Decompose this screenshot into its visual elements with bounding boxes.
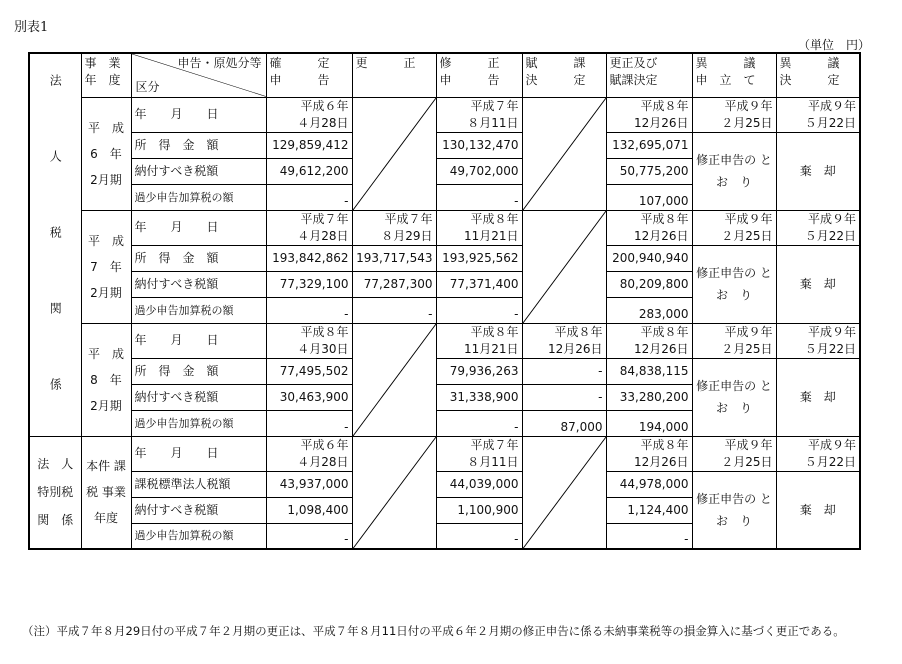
date-day: ２月25日 (721, 341, 773, 356)
period-4-col-5-penalty: - (606, 523, 692, 549)
period-3-col-3-tax: 31,338,900 (436, 384, 522, 410)
date-year: 平成８年 (640, 324, 689, 339)
period-3-decision: 棄 却 (776, 358, 860, 436)
section-special (29, 436, 81, 549)
period-4-col-3-date (436, 436, 522, 471)
period-4-label-penalty: 過少申告加算税の額 (131, 523, 266, 549)
period-4-col-3-penalty: - (436, 523, 522, 549)
period-2-col-1-penalty: - (266, 297, 352, 323)
period-1-label-date: 年 月 日 (131, 97, 266, 132)
date-year: 平成８年 (640, 437, 689, 452)
period-4-col-1-tax: 1,098,400 (266, 497, 352, 523)
period-3-col-3-penalty: - (436, 410, 522, 436)
date-year: 平成７年 (470, 98, 519, 113)
period-1-label-penalty: 過少申告加算税の額 (131, 184, 266, 210)
column-header-5 (606, 53, 692, 97)
column-header-1-line1: 確 定 (269, 56, 330, 70)
date-day: ４月30日 (297, 341, 349, 356)
date-year: 平成９年 (724, 437, 773, 452)
period-3-col-6-date (692, 323, 776, 358)
date-day: 11月21日 (463, 228, 519, 243)
period-3-col-5-income: 84,838,115 (606, 358, 692, 384)
fiscal-year-header-1: 事 業 (84, 56, 121, 70)
date-day: ２月25日 (721, 454, 773, 469)
period-1-col-6-date (692, 97, 776, 132)
section-corp (29, 53, 81, 436)
period-3-row-income (29, 358, 860, 384)
period-4-row-date (29, 436, 860, 471)
column-header-6 (692, 53, 776, 97)
period-4-row-income (29, 471, 860, 497)
header-row (29, 53, 860, 97)
period-2-row-date (29, 210, 860, 245)
period-1-label: 平 成 6 年 2月期 (81, 97, 131, 210)
date-day: ５月22日 (804, 228, 856, 243)
period-3-col-4-income: - (522, 358, 606, 384)
date-year: 平成８年 (470, 324, 519, 339)
period-3-col-1-tax: 30,463,900 (266, 384, 352, 410)
period-1-col-3-income: 130,132,470 (436, 132, 522, 158)
period-1-col-3-date (436, 97, 522, 132)
column-header-1 (266, 53, 352, 97)
column-header-7-line1: 異 議 (779, 56, 840, 70)
column-header-5-line2: 賦課決定 (609, 73, 658, 87)
period-3-label-income: 所 得 金 額 (131, 358, 266, 384)
period-4-decision: 棄 却 (776, 471, 860, 549)
period-4-col-5-income: 44,978,000 (606, 471, 692, 497)
period-4-col-3-tax: 1,100,900 (436, 497, 522, 523)
period-2-col-6-date (692, 210, 776, 245)
period-2-col-5-tax: 80,209,800 (606, 271, 692, 297)
period-2-col-5-income: 200,940,940 (606, 245, 692, 271)
period-3-label-penalty: 過少申告加算税の額 (131, 410, 266, 436)
column-header-3 (436, 53, 522, 97)
column-header-1-line2: 申 告 (269, 73, 330, 87)
period-1-col-1-tax: 49,612,200 (266, 158, 352, 184)
column-header-4-line2: 決 定 (525, 73, 586, 87)
date-day: 12月26日 (633, 341, 689, 356)
period-3-col-1-date (266, 323, 352, 358)
column-header-3-line2: 申 告 (439, 73, 500, 87)
period-1-label-income: 所 得 金 額 (131, 132, 266, 158)
period-1-col-5-penalty: 107,000 (606, 184, 692, 210)
period-1-row-date (29, 97, 860, 132)
date-year: 平成８年 (300, 324, 349, 339)
date-year: 平成８年 (470, 211, 519, 226)
period-3-col-4-date (522, 323, 606, 358)
doc-label: 別表1 (14, 20, 49, 35)
date-day: 12月26日 (547, 341, 603, 356)
category-header-top: 申告・原処分等 (177, 56, 262, 70)
column-header-4 (522, 53, 606, 97)
period-2-objection: 修正申告の と お り (692, 245, 776, 323)
period-4-col-4-empty (522, 436, 606, 549)
date-year: 平成７年 (384, 211, 433, 226)
period-2-col-5-penalty: 283,000 (606, 297, 692, 323)
date-year: 平成９年 (807, 211, 856, 226)
period-1-col-5-income: 132,695,071 (606, 132, 692, 158)
period-4-objection: 修正申告の と お り (692, 471, 776, 549)
column-header-4-line1: 賦 課 (525, 56, 586, 70)
period-2-col-1-income: 193,842,862 (266, 245, 352, 271)
period-2-col-4-empty (522, 210, 606, 323)
period-1-col-5-date (606, 97, 692, 132)
period-1-col-2-empty (352, 97, 436, 210)
date-year: 平成７年 (470, 437, 519, 452)
column-header-7-line2: 決 定 (779, 73, 840, 87)
period-2-decision: 棄 却 (776, 245, 860, 323)
period-2-col-2-penalty: - (352, 297, 436, 323)
period-2-col-7-date (776, 210, 860, 245)
period-2-col-3-tax: 77,371,400 (436, 271, 522, 297)
period-1-col-1-income: 129,859,412 (266, 132, 352, 158)
period-3-col-2-empty (352, 323, 436, 436)
period-3-row-date (29, 323, 860, 358)
period-4-col-2-empty (352, 436, 436, 549)
period-3-col-1-penalty: - (266, 410, 352, 436)
period-3-col-3-date (436, 323, 522, 358)
period-4-col-1-date (266, 436, 352, 471)
period-3-label: 平 成 8 年 2月期 (81, 323, 131, 436)
date-year: 平成９年 (807, 98, 856, 113)
date-year: 平成６年 (300, 98, 349, 113)
date-day: ５月22日 (804, 454, 856, 469)
date-year: 平成９年 (724, 98, 773, 113)
period-4-label-date: 年 月 日 (131, 436, 266, 471)
category-header-bottom: 区分 (135, 79, 160, 94)
period-1-col-5-tax: 50,775,200 (606, 158, 692, 184)
appeal-table (28, 52, 861, 550)
period-2-col-3-penalty: - (436, 297, 522, 323)
period-2-label: 平 成 7 年 2月期 (81, 210, 131, 323)
period-3-col-4-penalty: 87,000 (522, 410, 606, 436)
period-4-label-income: 課税標準法人税額 (131, 471, 266, 497)
period-4-label: 本件 課税 事業 年度 (81, 436, 131, 549)
column-header-6-line2: 申 立 て (695, 73, 756, 87)
period-2-label-penalty: 過少申告加算税の額 (131, 297, 266, 323)
column-header-6-line1: 異 議 (695, 56, 756, 70)
column-header-2-line1: 更 正 (355, 56, 416, 70)
date-day: 11月21日 (463, 341, 519, 356)
period-4-col-3-income: 44,039,000 (436, 471, 522, 497)
period-2-label-date: 年 月 日 (131, 210, 266, 245)
category-header (131, 53, 266, 97)
section-special-label: 法 人 特別税 関 係 (37, 457, 74, 528)
date-day: ５月22日 (804, 341, 856, 356)
date-year: 平成８年 (554, 324, 603, 339)
section-corp-label: 法 人 税 関 係 (48, 73, 63, 416)
period-4-label-tax: 納付すべき税額 (131, 497, 266, 523)
period-3-label-tax: 納付すべき税額 (131, 384, 266, 410)
period-2-col-1-tax: 77,329,100 (266, 271, 352, 297)
date-day: ４月28日 (297, 115, 349, 130)
period-1-label-tax: 納付すべき税額 (131, 158, 266, 184)
date-day: 12月26日 (633, 228, 689, 243)
period-3-col-1-income: 77,495,502 (266, 358, 352, 384)
date-year: 平成７年 (300, 211, 349, 226)
period-2-col-3-date (436, 210, 522, 245)
period-2-col-2-date (352, 210, 436, 245)
footnote: （注）平成７年８月29日付の平成７年２月期の更正は、平成７年８月11日付の平成６年２月期の修正申告に係る未納事業税等の損金算入に基づく更正である。 (22, 624, 845, 638)
date-year: 平成９年 (807, 324, 856, 339)
date-day: ８月29日 (381, 228, 433, 243)
unit-label: （単位 円） (797, 38, 870, 52)
period-1-col-4-empty (522, 97, 606, 210)
period-4-col-5-date (606, 436, 692, 471)
date-day: ２月25日 (721, 228, 773, 243)
period-2-col-2-income: 193,717,543 (352, 245, 436, 271)
period-1-col-7-date (776, 97, 860, 132)
column-header-3-line1: 修 正 (439, 56, 500, 70)
date-day: 12月26日 (633, 454, 689, 469)
period-1-objection: 修正申告の と お り (692, 132, 776, 210)
period-4-col-7-date (776, 436, 860, 471)
date-day: ５月22日 (804, 115, 856, 130)
period-3-col-7-date (776, 323, 860, 358)
date-day: ８月11日 (467, 454, 519, 469)
column-header-5-line1: 更正及び (609, 56, 658, 70)
period-4-col-1-income: 43,937,000 (266, 471, 352, 497)
fiscal-year-header-2: 年 度 (84, 73, 121, 87)
date-day: 12月26日 (633, 115, 689, 130)
period-1-col-1-date (266, 97, 352, 132)
period-3-col-3-income: 79,936,263 (436, 358, 522, 384)
period-3-label-date: 年 月 日 (131, 323, 266, 358)
period-1-col-3-tax: 49,702,000 (436, 158, 522, 184)
period-2-label-tax: 納付すべき税額 (131, 271, 266, 297)
period-1-col-3-penalty: - (436, 184, 522, 210)
period-3-col-5-penalty: 194,000 (606, 410, 692, 436)
period-2-col-3-income: 193,925,562 (436, 245, 522, 271)
column-header-2 (352, 53, 436, 97)
period-2-col-2-tax: 77,287,300 (352, 271, 436, 297)
date-year: 平成６年 (300, 437, 349, 452)
period-4-col-6-date (692, 436, 776, 471)
date-year: 平成９年 (807, 437, 856, 452)
date-year: 平成９年 (724, 211, 773, 226)
date-day: ２月25日 (721, 115, 773, 130)
date-year: 平成９年 (724, 324, 773, 339)
period-4-col-5-tax: 1,124,400 (606, 497, 692, 523)
period-4-col-1-penalty: - (266, 523, 352, 549)
date-year: 平成８年 (640, 211, 689, 226)
date-day: ４月28日 (297, 228, 349, 243)
period-2-col-1-date (266, 210, 352, 245)
fiscal-year-header (81, 53, 131, 97)
period-3-col-5-date (606, 323, 692, 358)
date-day: ４月28日 (297, 454, 349, 469)
date-day: ８月11日 (467, 115, 519, 130)
period-1-decision: 棄 却 (776, 132, 860, 210)
period-2-col-5-date (606, 210, 692, 245)
period-3-col-5-tax: 33,280,200 (606, 384, 692, 410)
period-2-label-income: 所 得 金 額 (131, 245, 266, 271)
period-2-row-income (29, 245, 860, 271)
column-header-7 (776, 53, 860, 97)
period-1-col-1-penalty: - (266, 184, 352, 210)
period-3-objection: 修正申告の と お り (692, 358, 776, 436)
period-3-col-4-tax: - (522, 384, 606, 410)
date-year: 平成８年 (640, 98, 689, 113)
period-1-row-income (29, 132, 860, 158)
